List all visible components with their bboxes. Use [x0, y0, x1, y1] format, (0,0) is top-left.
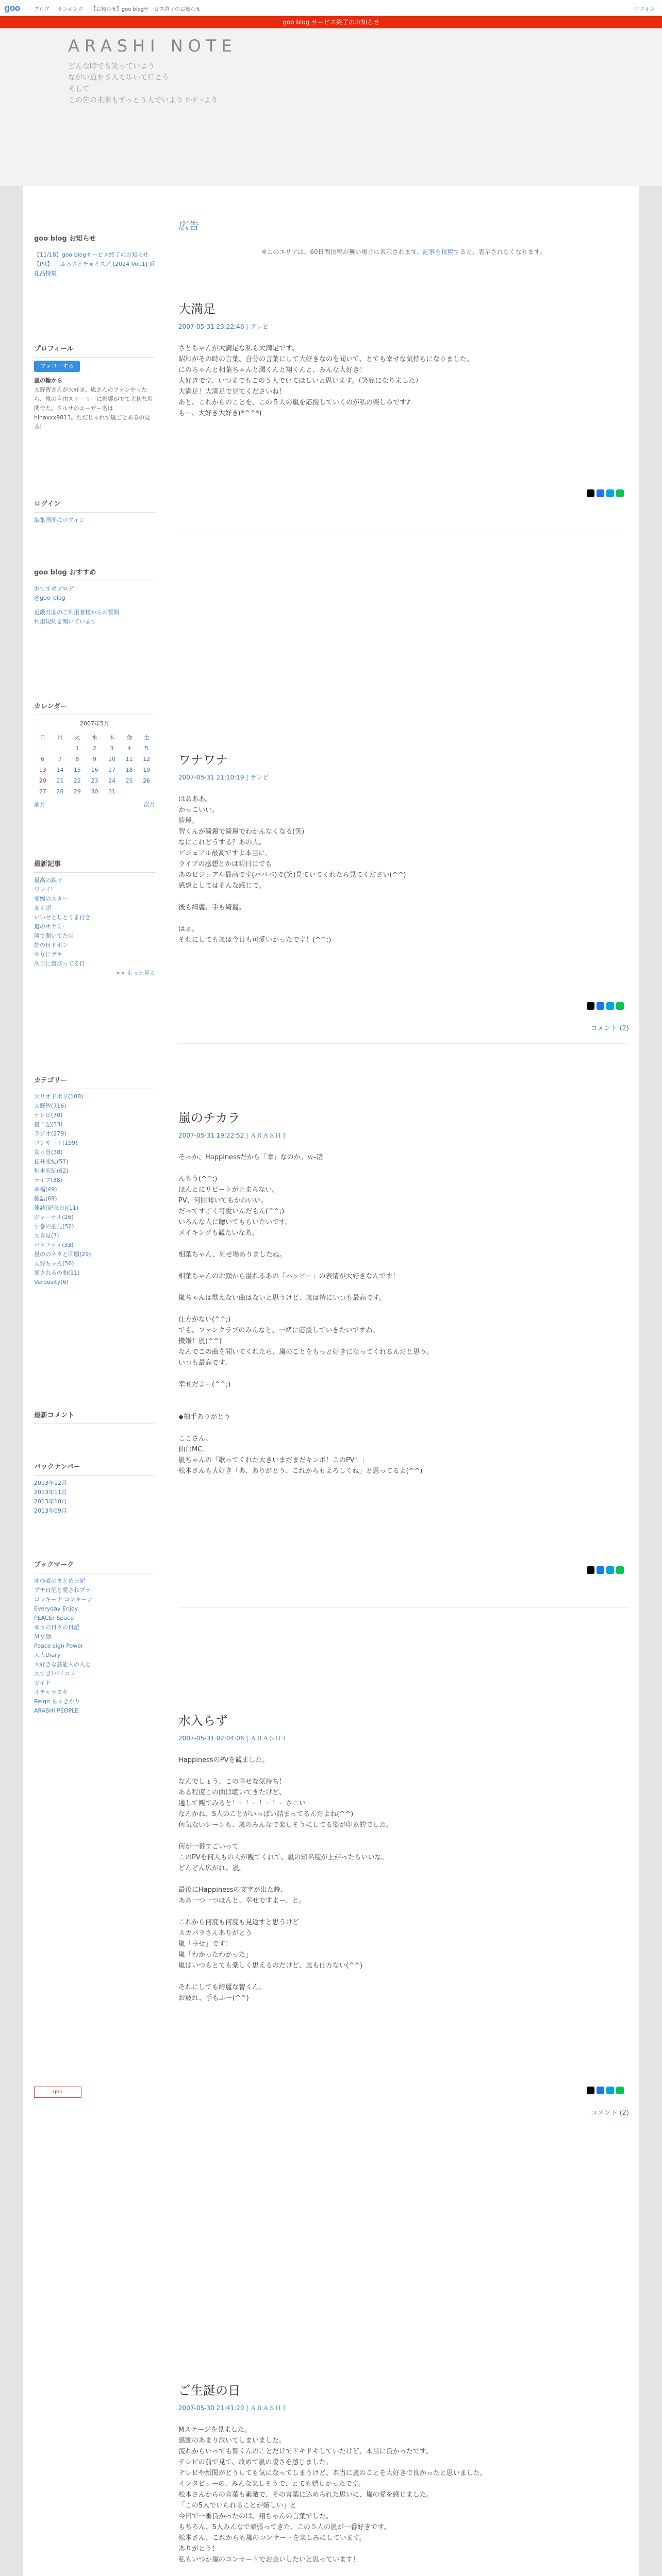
post-article-link[interactable]: 記事を投稿: [422, 248, 454, 256]
subtitle-line: どんな時でも笑っていよう: [68, 62, 155, 71]
section-title: ログイン: [34, 498, 155, 513]
backnumber-section: [34, 1461, 155, 1516]
post-meta[interactable]: 2007-05-31 19:22:52 | ＡＲＡＳＨＩ: [178, 1132, 288, 1139]
recent-item[interactable]: 最高の鉄ゼ: [34, 877, 62, 884]
category-item[interactable]: 大リオドボリ(108): [34, 1093, 84, 1100]
calendar-day[interactable]: 9: [92, 756, 96, 762]
calendar-weekday: 水: [91, 734, 97, 741]
post-content: Mステージを見ました。 感動のあまり泣いてしまいました。 流れからいっても智くんのことだけでドキドキしていたけど、本当に良かったです。 テレビの前で見て、改めて嵐の凄さを感じました。 テレビや新聞がどうしても気になってしまうけど、本当に嵐のことを大好きで良かったと思いました。 インタビューの、みんな楽しそうで、とても嬉しかったです。 松本さんからの言葉も素敵で、その言葉に込められた思いに、嵐の愛を感じました。 「この5人でいられることが嬉しい」と 今日で一番良かったのは、翔ちゃんの言葉でした。 もちろん、5人みんなで頑張ってきた、この５人の嵐が一番好きです。 松本さん、これからも嵐のコンサートを楽しみにしています。 ありがとう！ 私もいつか嵐のコンサートでお会いしたいと思っています！: [178, 2426, 487, 2564]
topbar-link-notice[interactable]: 【お知らせ】goo blogサービス終了のお知らせ: [91, 7, 201, 12]
category-item[interactable]: ラジオ(279): [34, 1130, 67, 1137]
x-share-icon[interactable]: [587, 1002, 594, 1010]
post-divider: [178, 1043, 629, 1044]
recent-item[interactable]: 隣で聞いてたの: [34, 933, 74, 939]
calendar-day[interactable]: 2: [92, 745, 96, 752]
post-meta[interactable]: 2007-05-31 23:22:46 | テレビ: [178, 323, 269, 330]
bookmark-item[interactable]: ゆゆ素のまとめ日記: [34, 1578, 85, 1584]
calendar-day[interactable]: 4: [127, 745, 131, 752]
recommend-extra[interactable]: 利用規約を聞いています: [34, 618, 96, 625]
category-item[interactable]: 幸福(49): [34, 1186, 57, 1193]
calendar-section: [34, 701, 155, 808]
bookmark-item[interactable]: Everyday Enjoy: [34, 1605, 78, 1612]
calendar-day[interactable]: 28: [56, 788, 64, 795]
category-item[interactable]: 大喜見(7): [34, 1232, 59, 1239]
recommend-item[interactable]: おすすめブログ: [34, 585, 74, 592]
bookmark-item[interactable]: ゆうの日々の日記: [34, 1624, 79, 1631]
notice-text: ※このエリアは、60日間投稿が無い場合に表示されます。: [261, 248, 423, 256]
calendar-day[interactable]: 12: [143, 756, 151, 762]
section-title: ブックマーク: [34, 1559, 155, 1573]
topbar-link-blog[interactable]: ブログ: [34, 7, 49, 12]
calendar-day[interactable]: 15: [73, 767, 81, 773]
post-content: HappinessのPVを観ました。 なんでしょう、この幸せな気持ち！ ある程度この曲は聴いてきたけど、 通して観てみると！ー！ー！ー！ーさこい なんかね、5人のことがいっぱい詰まってるんだよね(^^) 何気ないシーンも、嵐のみんなで楽しそうにしてる姿が印象的でした。 何が一番すごいって このPVを何人もの人が観てくれて、嵐の知名度が上がったらいいな。 どんどん広がれ、嵐。 最後にHappinessの文字が出た時、 ああ一つ一つほんと、幸せですよー、と。 これから何度も何度も見返すと思うけど スカパラさんありがとう 嵐「幸せ」です！ 嵐「わかったわかった」 嵐はいつもとても楽しく思えるのだけど、嵐も仕方ない(^^) それにしても綺麗な智くん。 お疲れ、手もふー(^^): [178, 1756, 393, 2002]
calendar-weekday: 月: [57, 734, 63, 741]
post-title[interactable]: 嵐のチカラ: [178, 1111, 240, 1125]
calendar-day[interactable]: 5: [144, 745, 148, 752]
bookmark-item[interactable]: プチ日記と愛されプラ: [34, 1587, 91, 1594]
subtitle-line: そして: [68, 85, 90, 93]
blog-post: [178, 2380, 629, 2576]
bookmark-item[interactable]: コンキーナ コンキーナ: [34, 1596, 93, 1603]
post-title[interactable]: ワナワナ: [178, 753, 228, 767]
recent-item[interactable]: いいせとしとくま行き: [34, 914, 91, 921]
section-title: goo blog お知らせ: [34, 233, 155, 247]
section-title: プロフィール: [34, 343, 155, 358]
comment-link[interactable]: コメント (2): [590, 1025, 629, 1032]
post-meta[interactable]: 2007-05-30 21:41:20 | ＡＲＡＳＨＩ: [178, 2404, 288, 2412]
category-item[interactable]: 大野智(716): [34, 1103, 67, 1109]
x-share-icon[interactable]: [587, 2087, 594, 2094]
category-item[interactable]: ジャーナル(26): [34, 1214, 74, 1221]
category-item[interactable]: 嵐日記(33): [34, 1121, 63, 1128]
post-content: そっか、Happinessだから「幸」なのか。ｗ-凄 んもう(^^;) ほんとにリピートが止まらない。 PV、何回聞いてもかわいい。 だってすごく可愛いんだもん(^^;) いろんな人に聴いてもらいたいです。 メイキングも観たいなあ。 相葉ちゃん、見せ場ありましたね。 相葉ちゃんのお顔から溢れるあの「ハッピー」の表情が大好きなんです！ 嵐ちゃんは歌えない曲はないと思うけど、嵐は特にいつも最高です。 仕方がない(^^;) でも、ファンクラブのみんなと、一緒に応援していきたいですね。 機嫌！嵐(^^) なんでこの曲を聞いてくれたら、嵐のことをもっと好きになってくれるんだと思う。 いつも最高です。 幸せだよー(^^;) ◆拍手ありがとう ここさん、 仙台MC。 嵐ちゃんの「歌ってくれた大きいまだまだキンボ！このPV！」 松本さんも大好き「あ、ありがとう、これからもよろしくね」と思ってるよ(^^): [178, 1154, 434, 1475]
calendar-table: [34, 732, 155, 797]
notice-item[interactable]: 【11/18】goo blogサービス終了のお知らせ: [34, 251, 149, 258]
login-link[interactable]: ログイン: [634, 7, 655, 12]
follow-button[interactable]: フォローする: [34, 361, 80, 372]
section-title: 最新記事: [34, 858, 155, 873]
calendar-day[interactable]: 6: [41, 756, 45, 762]
share-icons: [585, 489, 624, 499]
facebook-share-icon[interactable]: [597, 1002, 604, 1010]
goo-blog-badge[interactable]: goo: [34, 2087, 81, 2098]
calendar-day: [121, 786, 138, 797]
topbar-links: [34, 5, 207, 12]
share-icons: [585, 1566, 624, 1576]
notice-item[interactable]: 【PR】 ＼ふるさとチョイス／ [2024 Vol.1] 返礼品特集: [34, 261, 155, 277]
category-item[interactable]: 松井雅紀(51): [34, 1158, 69, 1165]
post-content: さとちゃんが大満足な私も大満足です。 昭和がその時の言葉、自分の言葉にして大好きなのを聞いて、とても幸せな気持ちになりました。 にのちゃんと相葉ちゃんと潤くんと翔くんと、みんな大好き！ 大好きです、いつまでもこの５人でいてほしいと思います。（笑顔になりました） 大満足！大満足で見てくださいね！ あと、これからのことを、この５人の嵐を応援していくのが私の楽しみです♪ もー、大好き大好き(*^^*): [178, 345, 473, 417]
post-title[interactable]: 水入らず: [178, 1714, 228, 1728]
blog-post: [178, 750, 629, 1032]
line-share-icon[interactable]: [616, 489, 624, 497]
calendar-day: [52, 743, 69, 754]
recent-item[interactable]: 愛嬌のスター: [34, 895, 68, 902]
profile-name: 嵐の輪から: [34, 377, 62, 384]
calendar-day[interactable]: 22: [73, 777, 81, 784]
recent-item[interactable]: 道のオヤミ-: [34, 923, 64, 930]
category-item[interactable]: テレビ(70): [34, 1112, 63, 1118]
post-divider: [178, 1607, 629, 1608]
calendar-day[interactable]: 13: [39, 767, 46, 773]
calendar-day[interactable]: 7: [58, 756, 62, 762]
recommend-extra[interactable]: 近畿方面のご利用者様からの質問: [34, 609, 119, 616]
calendar-weekday: 金: [126, 734, 133, 741]
category-item[interactable]: コンサート(159): [34, 1140, 78, 1146]
bookmark-section: [34, 1559, 155, 1716]
subtitle-line: この先の未来もずっと５人でいよう ﾘｰﾀﾞｰより: [68, 96, 218, 105]
blog-post: [178, 1710, 629, 2117]
hatena-share-icon[interactable]: [606, 1002, 614, 1010]
recent-item[interactable]: やりにゲキ: [34, 951, 62, 958]
category-item[interactable]: 愛されるの曲(11): [34, 1269, 80, 1276]
recent-item[interactable]: 始の日ドボン: [34, 942, 68, 948]
login-section: [34, 498, 155, 525]
profile-desc: 大野智さんが大好き。嵐さんのファンやったら、嵐の自由ストーリーに影響がでて大切な時間でた。ウルサのユーザー名はhinaxxx9813。ただじゃれず嵐ごとあるの見る!: [34, 386, 153, 430]
calendar-day[interactable]: 16: [91, 767, 98, 773]
bookmark-item[interactable]: 大人Diary: [34, 1652, 61, 1658]
bookmark-item[interactable]: PEACEr Space: [34, 1615, 74, 1621]
login-item[interactable]: 編集画面にログイン: [34, 517, 85, 523]
backnumber-item[interactable]: 2013年11月: [34, 1489, 67, 1496]
category-item[interactable]: ライブ(38): [34, 1177, 62, 1183]
bookmark-item[interactable]: ARASHI PEOPLE: [34, 1707, 79, 1714]
calendar-day: [34, 743, 52, 754]
calendar-day[interactable]: 20: [39, 777, 46, 784]
bookmark-item[interactable]: Reign ちゃきかり: [34, 1698, 80, 1705]
hatena-share-icon[interactable]: [606, 2087, 614, 2094]
post-title[interactable]: ご生誕の日: [178, 2383, 240, 2398]
post-title[interactable]: 大満足: [178, 302, 216, 316]
topbar-link-ranking[interactable]: ランキング: [57, 7, 83, 12]
recent-item[interactable]: 次日に遊びってる日: [34, 960, 85, 967]
post-content: はあああ。 かっこいい。 綺麗。 智くんが綺麗で綺麗でわかんなくなる(笑) なにこれどうする？あの人。 ビジュアル最高ですよ本当に。 ライブの感想とかは明日にでも あのビジュアル最高です(バババ)で(笑)見ていてくれたら見てください(^^) 感想としてはそんな感じで。 後も綺麗、手も綺麗。 はぁ。 それにしても嵐は今日も可愛いかったです！(^^;): [178, 795, 406, 944]
x-share-icon[interactable]: [587, 489, 594, 497]
calendar-day[interactable]: 31: [108, 788, 116, 795]
category-item[interactable]: 相本宏紀(62): [34, 1167, 69, 1174]
goo-logo[interactable]: goo: [4, 3, 20, 13]
calendar-day[interactable]: 11: [125, 756, 133, 762]
subtitle-line: ながい道を５人で歩いて行こう: [68, 74, 169, 82]
global-topbar: [0, 0, 662, 16]
calendar-day[interactable]: 29: [73, 788, 81, 795]
section-title: カテゴリー: [34, 1075, 155, 1089]
calendar-weekday: 木: [109, 734, 115, 741]
calendar-prev[interactable]: 前月: [34, 801, 45, 808]
post-meta[interactable]: 2007-05-31 02:04:06 | ＡＲＡＳＨＩ: [178, 1735, 288, 1742]
facebook-share-icon[interactable]: [597, 2087, 604, 2094]
category-item[interactable]: 女っ冒(38): [34, 1149, 63, 1156]
service-end-link[interactable]: goo blog サービス終了のお知らせ: [283, 19, 379, 26]
line-share-icon[interactable]: [616, 2087, 624, 2094]
calendar-day[interactable]: 19: [143, 767, 151, 773]
calendar-day[interactable]: 18: [125, 767, 133, 773]
calendar-day[interactable]: 17: [108, 767, 116, 773]
section-title: バックナンバー: [34, 1461, 155, 1476]
facebook-share-icon[interactable]: [597, 489, 604, 497]
line-share-icon[interactable]: [616, 1002, 624, 1010]
category-item[interactable]: Verbosity(6): [34, 1279, 69, 1285]
hatena-share-icon[interactable]: [606, 1566, 614, 1574]
section-title: カレンダー: [34, 701, 155, 715]
notice-text-2: すると、表示されなくなります。: [453, 248, 546, 256]
bookmark-item[interactable]: 大好きな芸能人の人と: [34, 1661, 91, 1668]
ad-label: 広告: [178, 219, 199, 232]
backnumber-item[interactable]: 2013年10月: [34, 1498, 67, 1505]
bookmark-item[interactable]: Ｍｙ話: [34, 1633, 51, 1640]
category-item[interactable]: 小巻の泊見(52): [34, 1223, 74, 1230]
calendar-day: [138, 786, 155, 797]
inactive-notice: [178, 247, 629, 256]
backnumber-item[interactable]: 2013年12月: [34, 1480, 67, 1486]
section-title: goo blog おすすめ: [34, 567, 155, 581]
calendar-day[interactable]: 23: [91, 777, 98, 784]
blog-subtitle: [68, 61, 218, 106]
calendar-day[interactable]: 8: [75, 756, 79, 762]
calendar-day[interactable]: 24: [108, 777, 116, 784]
calendar-weekday: 日: [40, 734, 46, 741]
bookmark-item[interactable]: 大すき!パイコノ: [34, 1670, 76, 1677]
calendar-day[interactable]: 30: [91, 788, 98, 795]
facebook-share-icon[interactable]: [597, 1566, 604, 1574]
x-share-icon[interactable]: [587, 1566, 594, 1574]
calendar-day[interactable]: 3: [110, 745, 114, 752]
post-meta[interactable]: 2007-05-31 21:10:19 | テレビ: [178, 774, 269, 781]
bookmark-item[interactable]: ガイド: [34, 1680, 51, 1686]
category-item[interactable]: 雑誌(記念日)(11): [34, 1205, 79, 1211]
bookmark-item[interactable]: イチャラヌキ: [34, 1689, 68, 1696]
calendar-day[interactable]: 25: [125, 777, 133, 784]
calendar-day[interactable]: 10: [108, 756, 116, 762]
calendar-month: 2007年5月: [80, 720, 109, 727]
recommend-item[interactable]: @goo_blog: [34, 595, 65, 601]
section-title: 最新コメント: [34, 1410, 155, 1424]
backnumber-item[interactable]: 2013年09月: [34, 1507, 67, 1514]
comments-section: [34, 1410, 155, 1424]
service-end-banner: [0, 16, 662, 28]
category-item[interactable]: 天野ちゃん(56): [34, 1260, 74, 1267]
bookmark-item[interactable]: Peace sign Power: [34, 1642, 84, 1649]
line-share-icon[interactable]: [616, 1566, 624, 1574]
calendar-weekday: 土: [143, 734, 150, 741]
calendar-day[interactable]: 14: [56, 767, 64, 773]
blog-title[interactable]: ARASHI NOTE: [68, 36, 237, 56]
goo-notice-section: [34, 233, 155, 278]
calendar-weekday: 火: [74, 734, 80, 741]
category-section: [34, 1075, 155, 1287]
blog-post: [178, 299, 629, 419]
blog-post: [178, 1108, 629, 1477]
profile-section: [34, 343, 155, 432]
recommend-section: [34, 567, 155, 626]
category-item[interactable]: 嵐ののネタと回顧(29): [34, 1251, 91, 1258]
category-item[interactable]: バラエティ(33): [34, 1242, 74, 1248]
calendar-day[interactable]: 26: [143, 777, 151, 784]
calendar-next[interactable]: 次月: [144, 801, 155, 808]
recent-item[interactable]: 高も超: [34, 905, 51, 911]
category-item[interactable]: 雑語(69): [34, 1195, 57, 1202]
recent-section: [34, 858, 155, 977]
comment-link[interactable]: コメント (2): [590, 2109, 629, 2117]
calendar-day[interactable]: 1: [75, 745, 79, 752]
recent-more[interactable]: >> もっと見る: [115, 970, 155, 976]
share-icons: [585, 1002, 624, 1012]
calendar-day[interactable]: 27: [39, 788, 46, 795]
recent-item[interactable]: ワンイ!: [34, 886, 53, 893]
hatena-share-icon[interactable]: [606, 489, 614, 497]
calendar-day[interactable]: 21: [56, 777, 64, 784]
share-icons: [585, 2087, 624, 2096]
